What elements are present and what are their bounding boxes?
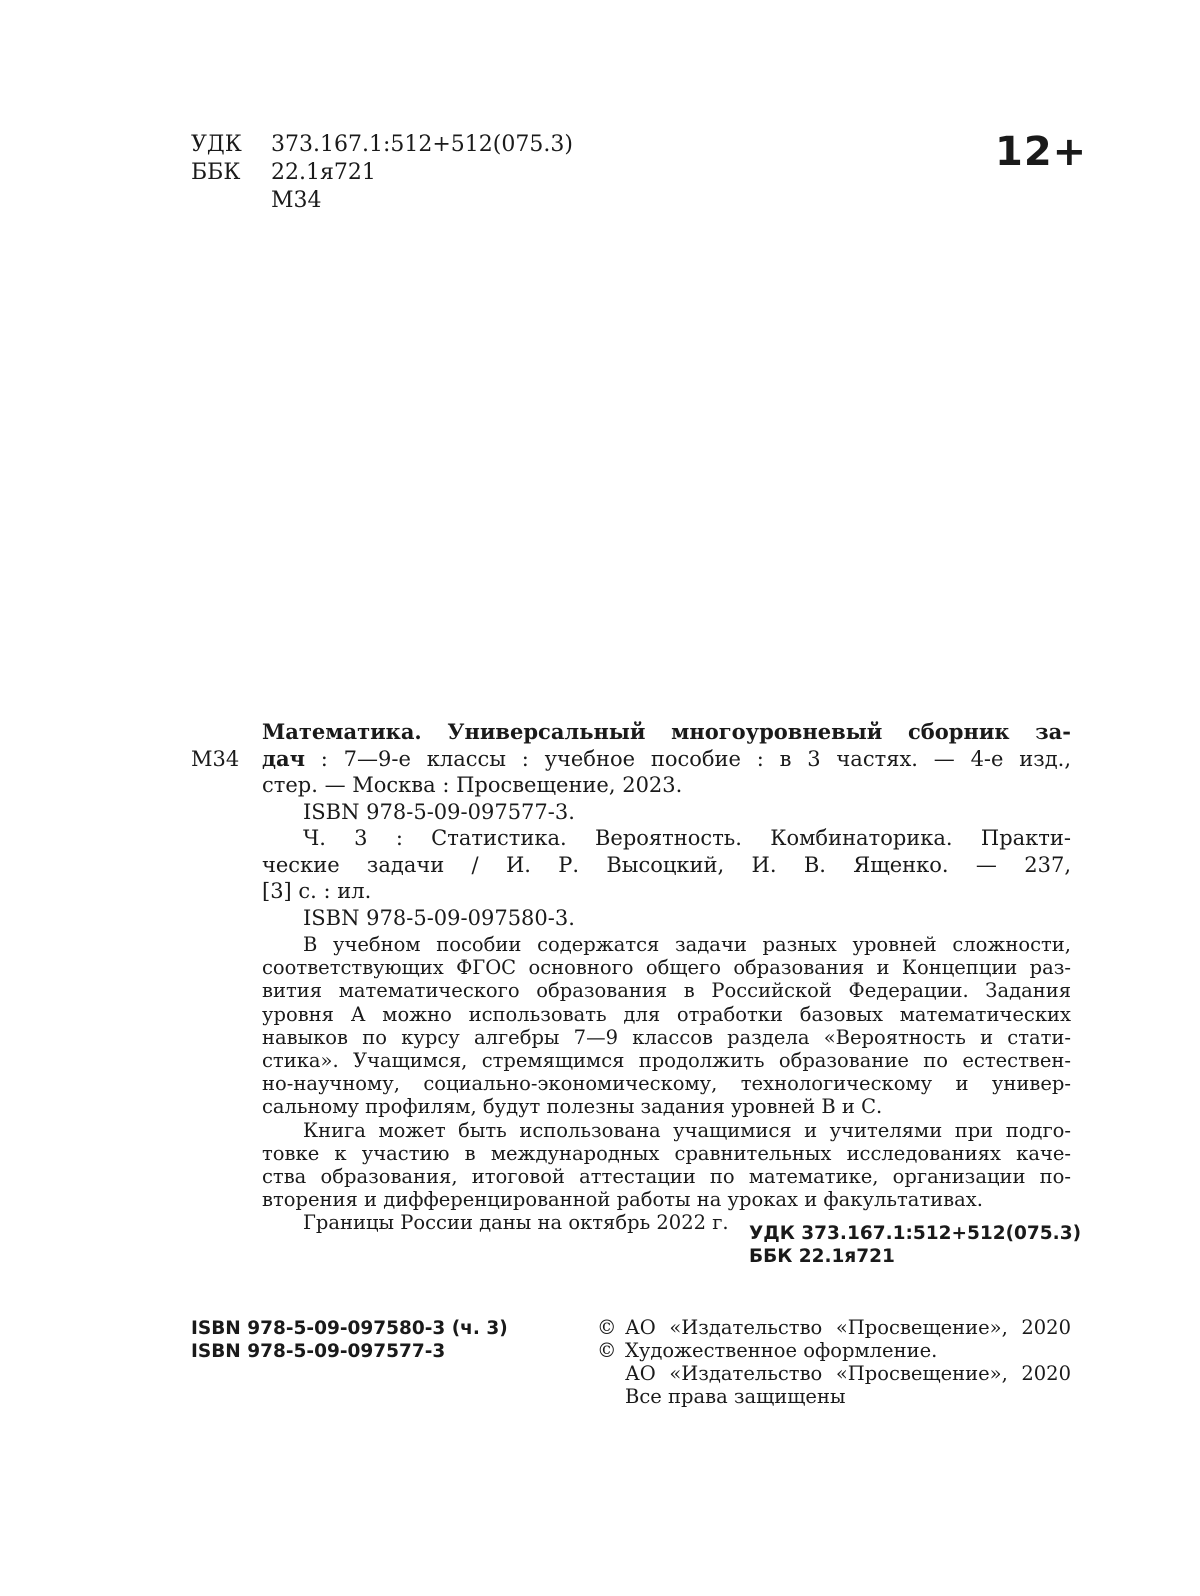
udk-row bbox=[191, 131, 573, 159]
classification-block-top bbox=[191, 131, 573, 215]
title-line-2-bold: дач bbox=[262, 745, 305, 771]
copyright-row bbox=[597, 1362, 1071, 1385]
copyright-line: Художественное оформление. bbox=[625, 1339, 938, 1362]
copyright-line: АО «Издательство «Просвещение», 2020 bbox=[625, 1316, 1071, 1339]
copyright-block bbox=[597, 1316, 1071, 1408]
isbn-block bbox=[191, 1317, 508, 1363]
title-line-3: стер. — Москва : Просвещение, 2023. bbox=[262, 773, 683, 797]
annotation-line: вития математического образования в Российской Федерации. Задания bbox=[262, 979, 1071, 1003]
annotation-line: ства образования, итоговой аттестации по математике, организации по- bbox=[262, 1165, 1071, 1189]
annotation-line: вторения и дифференцированной работы на уроках и факультативах. bbox=[262, 1188, 983, 1212]
bbk-row bbox=[191, 159, 573, 187]
title-line-2-rest: : 7—9-е классы : учебное пособие : в 3 частях. — 4-е изд., bbox=[304, 746, 1071, 771]
annotation bbox=[262, 933, 1071, 1235]
copyright-symbol: © bbox=[597, 1316, 617, 1339]
annotation-line: но-научному, социально-экономическому, технологическому и универ- bbox=[262, 1072, 1071, 1096]
author-mark: М34 bbox=[191, 746, 240, 771]
age-rating: 12+ bbox=[995, 129, 1088, 175]
copyright-row bbox=[597, 1385, 1071, 1408]
isbn-part: ISBN 978-5-09-097580-3 (ч. 3) bbox=[191, 1318, 508, 1339]
copyright-symbol: © bbox=[597, 1339, 617, 1362]
part-line-1: Ч. 3 : Статистика. Вероятность. Комбинаторика. Практи- bbox=[303, 826, 1071, 850]
annotation-line: Книга может быть использована учащимися и учителями при подго- bbox=[303, 1118, 1071, 1142]
isbn-general-line: ISBN 978-5-09-097577-3. bbox=[303, 799, 575, 824]
isbn-part-line: ISBN 978-5-09-097580-3. bbox=[303, 905, 575, 930]
udk-value: 373.167.1:512+512(075.3) bbox=[271, 132, 573, 157]
annotation-line: стика». Учащимся, стремящимся продолжить образование по естествен- bbox=[262, 1049, 1071, 1073]
title-line-2 bbox=[262, 746, 1071, 773]
part-line-3: [3] с. : ил. bbox=[262, 879, 372, 903]
annotation-line: товке к участию в международных сравнительных исследованиях каче- bbox=[262, 1141, 1071, 1165]
udk-bottom: УДК 373.167.1:512+512(075.3) bbox=[749, 1223, 1082, 1244]
bbk-value: 22.1я721 bbox=[271, 160, 376, 185]
copyright-line: АО «Издательство «Просвещение», 2020 bbox=[625, 1362, 1071, 1385]
copyright-line: Все права защищены bbox=[625, 1385, 846, 1408]
annotation-line: соответствующих ФГОС основного общего образования и Концепции раз- bbox=[262, 956, 1071, 980]
annotation-line: уровня А можно использовать для отработки базовых математических bbox=[262, 1002, 1071, 1026]
copyright-row bbox=[597, 1339, 1071, 1362]
author-sign: М34 bbox=[271, 188, 322, 213]
title-line-1: Математика. Универсальный многоуровневый сборник за- bbox=[262, 719, 1071, 744]
annotation-line: В учебном пособии содержатся задачи разных уровней сложности, bbox=[303, 933, 1071, 956]
author-sign-row bbox=[191, 187, 573, 215]
part-line-2: ческие задачи / И. Р. Высоцкий, И. В. Ященко. — 237, bbox=[262, 852, 1071, 877]
isbn-general: ISBN 978-5-09-097577-3 bbox=[191, 1341, 446, 1362]
annotation-line: сальному профилям, будут полезны задания уровней В и С. bbox=[262, 1095, 883, 1119]
udk-label: УДК bbox=[191, 132, 242, 157]
annotation-line: Границы России даны на октябрь 2022 г. bbox=[303, 1211, 729, 1235]
annotation-line: навыков по курсу алгебры 7—9 классов раздела «Вероятность и стати- bbox=[262, 1025, 1071, 1049]
bbk-label: ББК bbox=[191, 160, 241, 185]
bbk-bottom: ББК 22.1я721 bbox=[749, 1246, 895, 1267]
copyright-row bbox=[597, 1316, 1071, 1339]
classification-block-bottom bbox=[749, 1222, 1081, 1268]
bibliographic-record bbox=[191, 719, 1071, 1235]
